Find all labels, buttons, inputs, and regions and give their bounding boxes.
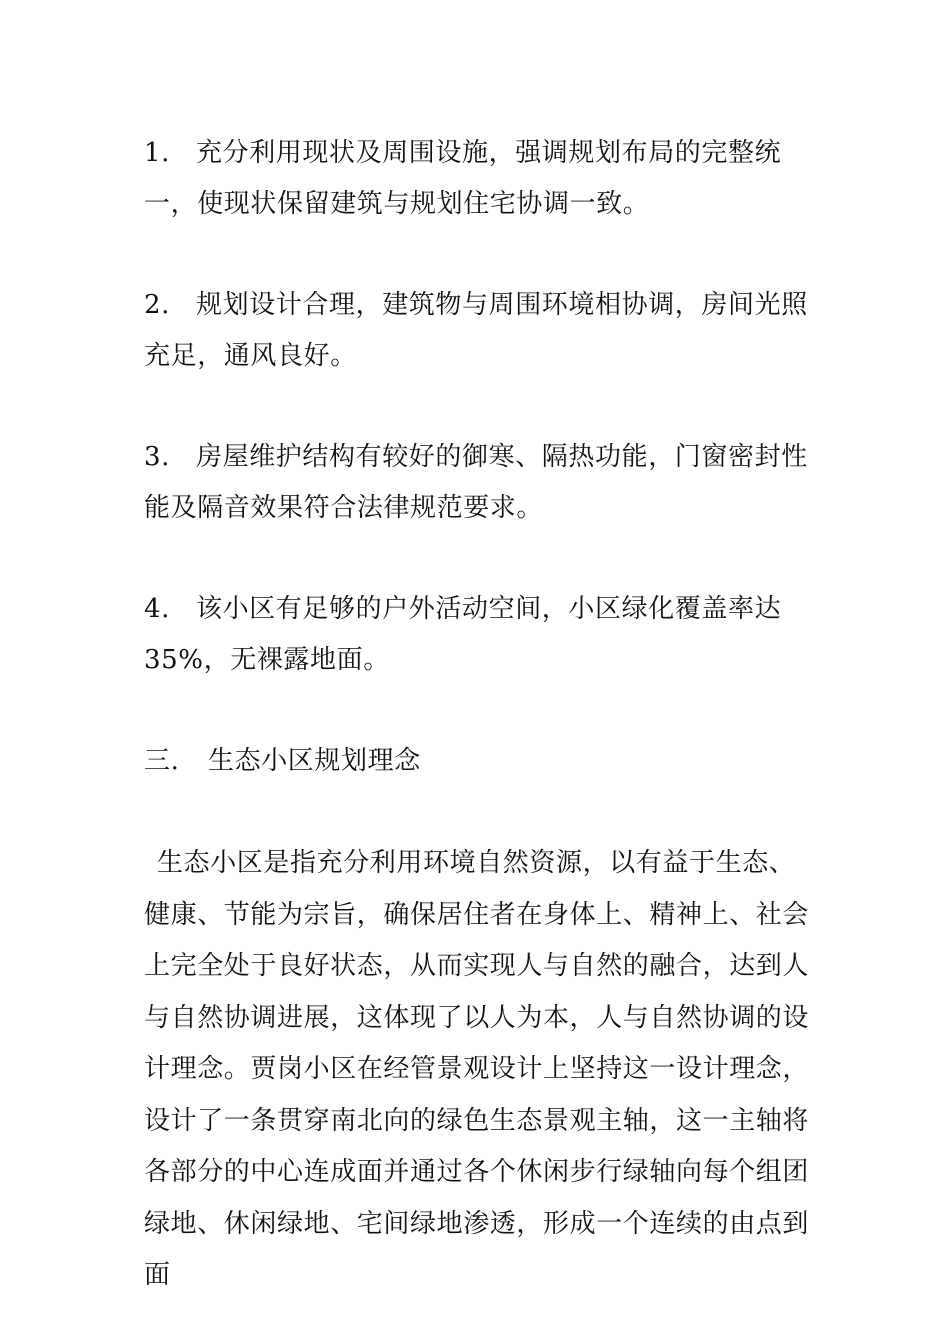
list-item-number: 3. <box>144 442 171 472</box>
list-item-number: 1. <box>144 138 171 168</box>
list-item-3 <box>144 432 810 534</box>
list-item-number: 4. <box>144 594 171 624</box>
list-item-text: 规划设计合理，建筑物与周围环境相协调，房间光照充足，通风良好。 <box>144 290 808 371</box>
list-item-text: 充分利用现状及周围设施，强调规划布局的完整统一，使现状保留建筑与规划住宅协调一致。 <box>144 138 782 219</box>
list-item-number: 2. <box>144 290 171 320</box>
section-number: 三. <box>144 746 180 776</box>
section-heading <box>144 736 810 787</box>
list-item-1 <box>144 128 810 230</box>
list-item-text: 该小区有足够的户外活动空间，小区绿化覆盖率达35%，无裸露地面。 <box>144 594 782 675</box>
document-body <box>144 128 810 1302</box>
list-item-text: 房屋维护结构有较好的御寒、隔热功能，门窗密封性能及隔音效果符合法律规范要求。 <box>144 442 808 523</box>
section-title: 生态小区规划理念 <box>208 746 421 776</box>
body-paragraph: 生态小区是指充分利用环境自然资源，以有益于生态、健康、节能为宗旨，确保居住者在身体上、精神上、社会上完全处于良好状态，从而实现人与自然的融合，达到人与自然协调进展，这体现了以人为本，人与自然协调的设计理念。贾岗小区在经管景观设计上坚持这一设计理念，设计了一条贯穿南北向的绿色生态景观主轴，这一主轴将各部分的中心连成面并通过各个休闲步行绿轴向每个组团绿地、休闲绿地、宅间绿地渗透，形成一个连续的由点到面 <box>144 848 810 1290</box>
list-item-2 <box>144 280 810 382</box>
list-item-4 <box>144 584 810 686</box>
